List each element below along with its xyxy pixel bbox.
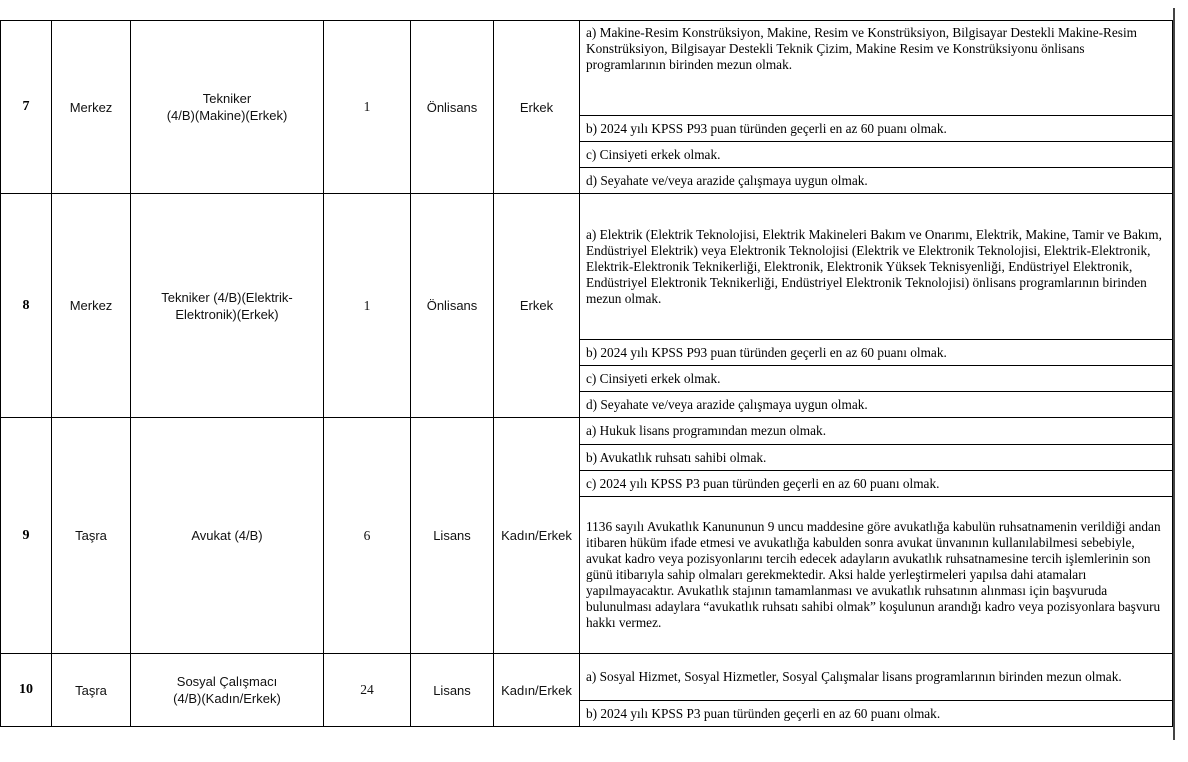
position-title-cell: Sosyal Çalışmacı (4/B)(Kadın/Erkek) xyxy=(131,654,324,727)
education-cell: Önlisans xyxy=(411,194,494,418)
location-cell: Taşra xyxy=(52,654,131,727)
condition-item: d) Seyahate ve/veya arazide çalışmaya uygun olmak. xyxy=(580,391,1172,417)
table-row xyxy=(1,194,1173,418)
count-cell: 24 xyxy=(324,654,411,727)
condition-item: b) 2024 yılı KPSS P3 puan türünden geçerli en az 60 puanı olmak. xyxy=(580,700,1172,726)
count-cell: 6 xyxy=(324,418,411,654)
table-row xyxy=(1,418,1173,654)
conditions-cell xyxy=(580,194,1173,418)
education-cell: Önlisans xyxy=(411,21,494,194)
job-requirements-table xyxy=(0,20,1172,727)
condition-item: c) 2024 yılı KPSS P3 puan türünden geçerli en az 60 puanı olmak. xyxy=(580,470,1172,496)
page-edge-line xyxy=(1173,8,1175,740)
row-number: 8 xyxy=(1,194,52,418)
condition-item: b) 2024 yılı KPSS P93 puan türünden geçerli en az 60 puanı olmak. xyxy=(580,339,1172,365)
location-cell: Merkez xyxy=(52,194,131,418)
gender-cell: Kadın/Erkek xyxy=(494,654,580,727)
conditions-cell xyxy=(580,654,1173,727)
condition-item: b) 2024 yılı KPSS P93 puan türünden geçerli en az 60 puanı olmak. xyxy=(580,115,1172,141)
count-cell: 1 xyxy=(324,194,411,418)
location-cell: Merkez xyxy=(52,21,131,194)
condition-item: c) Cinsiyeti erkek olmak. xyxy=(580,141,1172,167)
condition-item: c) Cinsiyeti erkek olmak. xyxy=(580,365,1172,391)
row-number: 9 xyxy=(1,418,52,654)
gender-cell: Erkek xyxy=(494,194,580,418)
table-row xyxy=(1,654,1173,727)
condition-item: a) Sosyal Hizmet, Sosyal Hizmetler, Sosyal Çalışmalar lisans programlarının birinden mezun olmak. xyxy=(586,669,1122,684)
conditions-cell xyxy=(580,418,1173,654)
condition-item: a) Elektrik (Elektrik Teknolojisi, Elektrik Makineleri Bakım ve Onarımı, Elektrik, Makine, Tamir ve Bakım, Endüstriyel Elektrik) veya Elektronik Teknolojisi (Elektrik ve Elektronik Teknolojisi, Elektrik-Elektronik, Elektrik-Elektronik Teknikerliği, Elektronik, Elektronik Yüksek Teknisyenliği, Endüstriyel Elektronik, Endüstriyel Elektronik Teknikerliği, Endüstriyel Elektronik Teknolojisi) önlisans programlarının birinden mezun olmak. xyxy=(586,226,1162,306)
row-number: 10 xyxy=(1,654,52,727)
gender-cell: Erkek xyxy=(494,21,580,194)
position-title-cell: Tekniker (4/B)(Elektrik- Elektronik)(Erkek) xyxy=(131,194,324,418)
condition-item: a) Hukuk lisans programından mezun olmak. xyxy=(586,423,827,438)
condition-note: 1136 sayılı Avukatlık Kanununun 9 uncu maddesine göre avukatlığa kabulün ruhsatnamenin verildiği andan itibaren hüküm ifade etmesi ve avukatlığa kabulden sonra avukat ünvanının kullanılabilmesi sebebiyle, avukat kadro veya pozisyonlarını tercih edecek adayların avukatlık ruhsatnamesine tercih işlemlerinin son günü itibarıyla sahip olmaları gerekmektedir. Aksi halde yerleştirmeleri yapılsa dahi atamaları yapılmayacaktır. Avukatlık stajının tamamlanması ve avukatlık ruhsatının alınması için başvuruda bulunulması adaylara “avukatlık ruhsatı sahibi olmak” koşulunun arandığı kadro veya pozisyonlara başvuru hakkı vermez. xyxy=(580,496,1172,653)
gender-cell: Kadın/Erkek xyxy=(494,418,580,654)
count-cell: 1 xyxy=(324,21,411,194)
condition-item: a) Makine-Resim Konstrüksiyon, Makine, Resim ve Konstrüksiyon, Bilgisayar Destekli Makine-Resim Konstrüksiyon, Bilgisayar Destekli Teknik Çizim, Makine Resim ve Konstrüksiyonu önlisans programlarının birinden mezun olmak. xyxy=(586,25,1138,72)
position-title-cell: Tekniker (4/B)(Makine)(Erkek) xyxy=(131,21,324,194)
location-cell: Taşra xyxy=(52,418,131,654)
table-row xyxy=(1,21,1173,194)
education-cell: Lisans xyxy=(411,418,494,654)
conditions-cell xyxy=(580,21,1173,194)
education-cell: Lisans xyxy=(411,654,494,727)
condition-item: b) Avukatlık ruhsatı sahibi olmak. xyxy=(580,444,1172,470)
condition-item: d) Seyahate ve/veya arazide çalışmaya uygun olmak. xyxy=(580,167,1172,193)
position-title-cell: Avukat (4/B) xyxy=(131,418,324,654)
row-number: 7 xyxy=(1,21,52,194)
